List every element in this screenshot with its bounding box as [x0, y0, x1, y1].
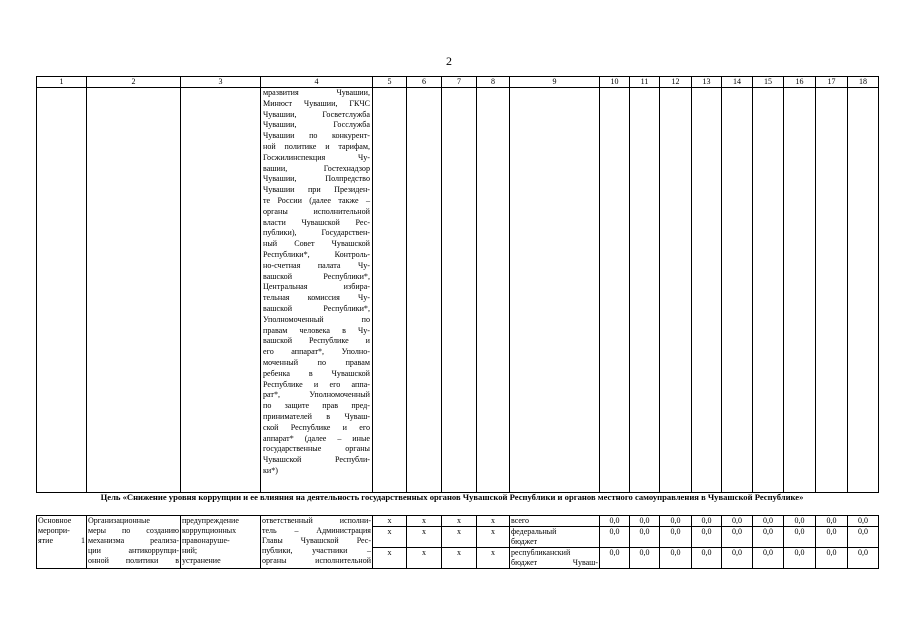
column-number: 4	[261, 77, 373, 88]
funding-source-line: всего	[511, 516, 530, 525]
executor-line: рат*, Уполномоченный	[263, 390, 370, 400]
funding-value: 0,0	[660, 548, 692, 569]
activity-name	[87, 516, 181, 569]
funding-value: 0,0	[784, 516, 816, 527]
code-cell: x	[407, 527, 442, 548]
code-cell: x	[407, 548, 442, 569]
executor-line: Чувашии по конкурент-	[263, 131, 370, 141]
column-number: 16	[784, 77, 816, 88]
executor-line: Чувашии, Полпредство	[263, 174, 370, 184]
page-number: 2	[446, 54, 452, 68]
funding-value: 0,0	[660, 527, 692, 548]
executor-line: государственные органы	[263, 444, 370, 454]
executor-line: моченный по правам	[263, 357, 370, 367]
code-cell: x	[477, 548, 510, 569]
column-number: 6	[407, 77, 442, 88]
executors-cell	[261, 88, 373, 493]
executor-line: мразвития Чувашии,	[263, 88, 370, 97]
activity-executor-line: тель – Администрация	[262, 526, 371, 535]
executor-line: Республики*, Контроль-	[263, 249, 370, 259]
code-cell: x	[442, 548, 477, 569]
column-number: 15	[753, 77, 784, 88]
col3-cell	[181, 88, 261, 493]
activity-task	[181, 516, 261, 569]
funding-value: 0,0	[692, 516, 722, 527]
code-cell: x	[442, 527, 477, 548]
code-cell: x	[477, 527, 510, 548]
executor-line: вашии, Гостехнадзор	[263, 163, 370, 173]
executor-line: Республике и его аппа-	[263, 379, 370, 389]
activity-executor-line: публики, участники –	[262, 546, 371, 555]
funding-value: 0,0	[600, 548, 630, 569]
column-number: 3	[181, 77, 261, 88]
activity-task-line: устранение	[182, 556, 221, 565]
executor-line: Чувашской Республи-	[263, 455, 370, 465]
column-number-row	[37, 77, 879, 88]
activity-executor	[261, 516, 373, 569]
executor-line: Минюст Чувашии, ГКЧС	[263, 98, 370, 108]
activity-name-line: онной политики в	[88, 556, 179, 565]
funding-value: 0,0	[630, 548, 660, 569]
funding-value: 0,0	[816, 548, 848, 569]
executor-line: аппарат* (далее – иные	[263, 433, 370, 443]
activity-task-line: ний;	[182, 546, 198, 555]
executor-line: вашской Республики*,	[263, 303, 370, 313]
executor-line: тельная комиссия Чу-	[263, 293, 370, 303]
column-number: 8	[477, 77, 510, 88]
funding-value: 0,0	[630, 527, 660, 548]
executor-line: вашской Республике и	[263, 336, 370, 346]
funding-value: 0,0	[753, 548, 784, 569]
code-cell: x	[373, 527, 407, 548]
activity-task-line: предупреждение	[182, 516, 239, 525]
funding-value: 0,0	[753, 527, 784, 548]
executor-line: но-счетная палата Чу-	[263, 260, 370, 270]
activity-number-line: меропри-	[38, 526, 70, 535]
goal-heading: Цель «Снижение уровня коррупции и ее влияния на деятельность государственных органов Чувашской Республики и органов местного самоуправления в Чувашской Республике»	[100, 492, 804, 502]
funding-value: 0,0	[692, 527, 722, 548]
funding-value: 0,0	[848, 527, 879, 548]
main-activity-table	[36, 515, 879, 569]
executor-line: органы исполнительной	[263, 206, 370, 216]
executor-line: по защите прав пред-	[263, 401, 370, 411]
funding-value: 0,0	[816, 516, 848, 527]
funding-source	[510, 516, 600, 527]
column-number: 10	[600, 77, 630, 88]
executor-line: правам человека в Чу-	[263, 325, 370, 335]
funding-value: 0,0	[784, 548, 816, 569]
executor-line: Уполномоченный по	[263, 314, 370, 324]
table-row	[37, 516, 879, 527]
column-number: 12	[660, 77, 692, 88]
activity-number-line: ятие 1	[38, 536, 85, 545]
activity-number-line: Основное	[38, 516, 72, 525]
column-number: 5	[373, 77, 407, 88]
code-cell: x	[442, 516, 477, 527]
column-number: 18	[848, 77, 879, 88]
funding-source-line: республиканский	[511, 548, 571, 557]
column-number: 14	[722, 77, 753, 88]
column-number: 1	[37, 77, 87, 88]
funding-value: 0,0	[722, 548, 753, 569]
activity-executor-line: органы исполнительной	[262, 556, 371, 565]
column-number: 9	[510, 77, 600, 88]
executor-line: ребенка в Чувашской	[263, 368, 370, 378]
funding-value: 0,0	[848, 516, 879, 527]
funding-source	[510, 527, 600, 548]
activity-number	[37, 516, 87, 569]
executor-line: вашской Республики*,	[263, 271, 370, 281]
funding-value: 0,0	[722, 516, 753, 527]
program-table-continuation	[36, 76, 879, 493]
executor-line: Чувашии при Президен-	[263, 185, 370, 195]
activity-executor-line: ответственный исполни-	[262, 516, 371, 525]
activity-name-line: механизма реализа-	[88, 536, 179, 545]
executor-line: ной политике и тарифам,	[263, 141, 370, 151]
funding-value: 0,0	[816, 527, 848, 548]
executor-line: Центральная избира-	[263, 282, 370, 292]
executor-line: принимателей в Чуваш-	[263, 411, 370, 421]
col2-cell	[87, 88, 181, 493]
funding-value: 0,0	[600, 527, 630, 548]
activity-task-line: коррупционных	[182, 526, 237, 535]
column-number: 11	[630, 77, 660, 88]
funding-value: 0,0	[660, 516, 692, 527]
executor-line: Чувашии, Госслужба	[263, 120, 370, 130]
code-cell: x	[373, 548, 407, 569]
funding-value: 0,0	[784, 527, 816, 548]
executor-line: ки*)	[263, 465, 279, 475]
funding-source-line: бюджет	[511, 537, 538, 546]
code-cell: x	[477, 516, 510, 527]
activity-name-line: меры по созданию	[88, 526, 179, 535]
column-number: 13	[692, 77, 722, 88]
funding-value: 0,0	[722, 527, 753, 548]
col1-cell	[37, 88, 87, 493]
funding-source	[510, 548, 600, 569]
executor-line: ской Республике и его	[263, 422, 370, 432]
funding-value: 0,0	[600, 516, 630, 527]
activity-name-line: ции антикоррупци-	[88, 546, 179, 555]
executor-line: публики), Государствен-	[263, 228, 370, 238]
executor-line: власти Чувашской Рес-	[263, 217, 370, 227]
funding-value: 0,0	[692, 548, 722, 569]
executor-line: Госжилинспекция Чу-	[263, 152, 370, 162]
column-number: 7	[442, 77, 477, 88]
funding-value: 0,0	[848, 548, 879, 569]
executor-line: его аппарат*, Уполно-	[263, 347, 370, 357]
column-number: 2	[87, 77, 181, 88]
activity-name-line: Организационные	[88, 516, 150, 525]
executor-line: Чувашии, Госветслужба	[263, 109, 370, 119]
executor-line: ный Совет Чувашской	[263, 239, 370, 249]
column-number: 17	[816, 77, 848, 88]
code-cell: x	[407, 516, 442, 527]
funding-value: 0,0	[753, 516, 784, 527]
code-cell: x	[373, 516, 407, 527]
activity-executor-line: Главы Чувашской Рес-	[262, 536, 371, 545]
activity-task-line: правонаруше-	[182, 536, 230, 545]
funding-source-line: бюджет Чуваш-	[511, 558, 598, 567]
executor-line: те России (далее также –	[263, 195, 370, 205]
funding-value: 0,0	[630, 516, 660, 527]
funding-source-line: федеральный	[511, 527, 557, 536]
